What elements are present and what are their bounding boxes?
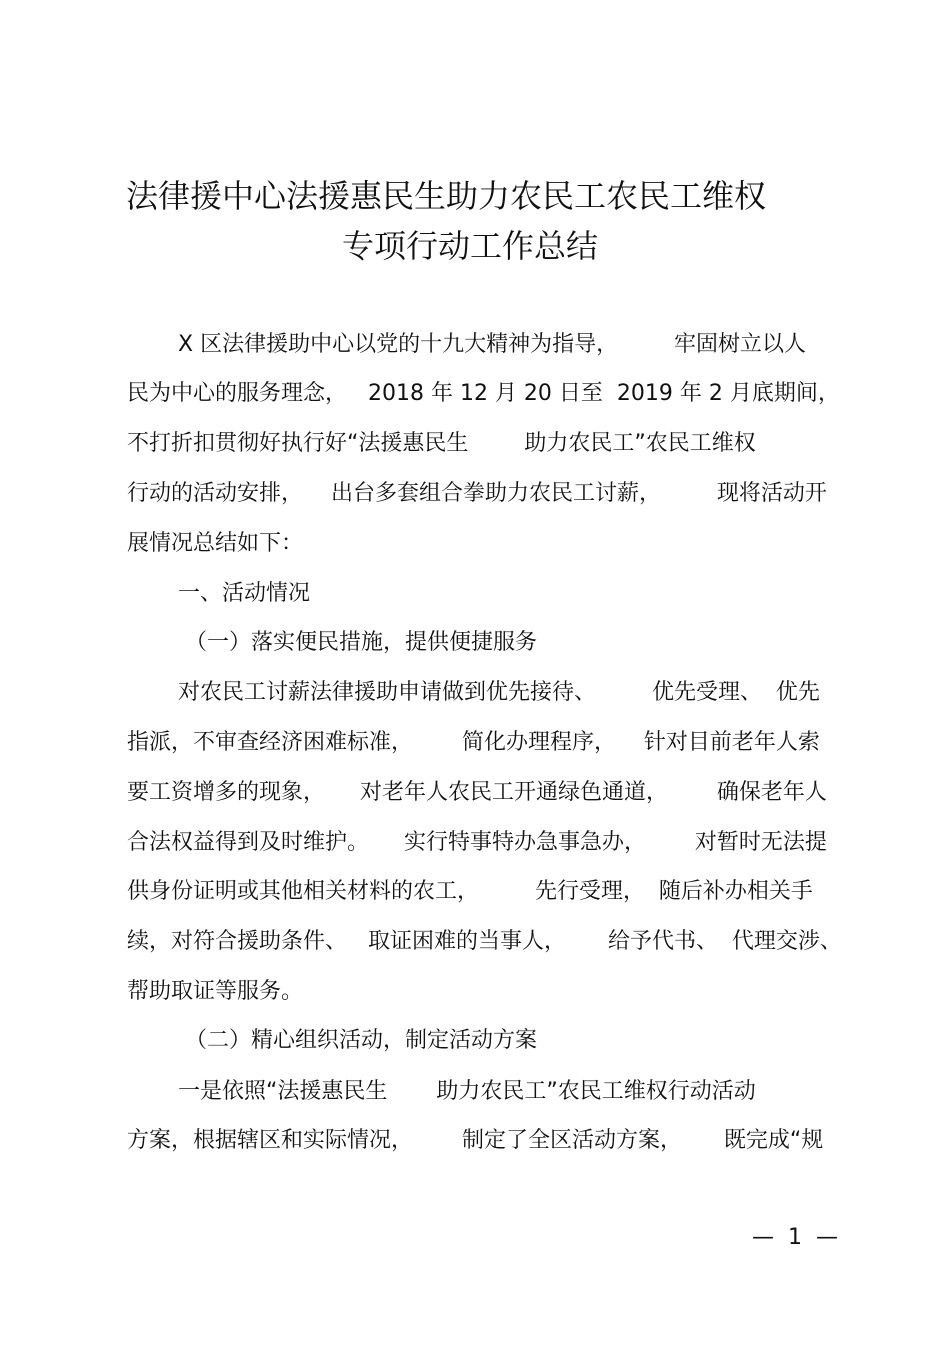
section-heading: 一、活动情况 [178, 581, 311, 606]
paragraph-line: 行动的活动安排， 出台多套组合拳助力农民工讨薪， 现将活动开 [127, 481, 827, 506]
subsection-heading: （二）精心组织活动，制定活动方案 [178, 1028, 537, 1053]
subsection-heading: （一）落实便民措施，提供便捷服务 [178, 630, 537, 655]
document-title-line-2: 专项行动工作总结 [342, 227, 599, 265]
paragraph-line: 供身份证明或其他相关材料的农工， 先行受理， 随后补办相关手 [127, 879, 813, 904]
page-number: — 1 — [752, 1225, 838, 1250]
document-title-line-1: 法律援中心法援惠民生助力农民工农民工维权 [126, 177, 767, 215]
paragraph-line: 续，对符合援助条件、 取证困难的当事人， 给予代书、 代理交涉、 [127, 929, 842, 954]
paragraph-line: X 区法律援助中心以党的十九大精神为指导， 牢固树立以人 [178, 332, 807, 357]
paragraph-line: 帮助取证等服务。 [127, 979, 304, 1004]
paragraph-line: 展情况总结如下： [127, 531, 304, 556]
paragraph-line: 不打折扣贯彻好执行好“法援惠民生 助力农民工”农民工维权 [127, 431, 756, 456]
paragraph-line: 对农民工讨薪法律援助申请做到优先接待、 优先受理、 优先 [178, 680, 820, 705]
paragraph-line: 民为中心的服务理念， 2018 年 12 月 20 日至 2019 年 2 月底期间， [127, 381, 840, 406]
paragraph-line: 合法权益得到及时维护。 实行特事特办急事急办， 对暂时无法提 [127, 830, 827, 855]
paragraph-line: 一是依照“法援惠民生 助力农民工”农民工维权行动活动 [178, 1079, 756, 1104]
paragraph-line: 方案，根据辖区和实际情况， 制定了全区活动方案， 既完成“规 [127, 1128, 824, 1153]
paragraph-line: 指派，不审查经济困难标准， 简化办理程序， 针对目前老年人索 [127, 730, 820, 755]
paragraph-line: 要工资增多的现象， 对老年人农民工开通绿色通道， 确保老年人 [127, 780, 827, 805]
